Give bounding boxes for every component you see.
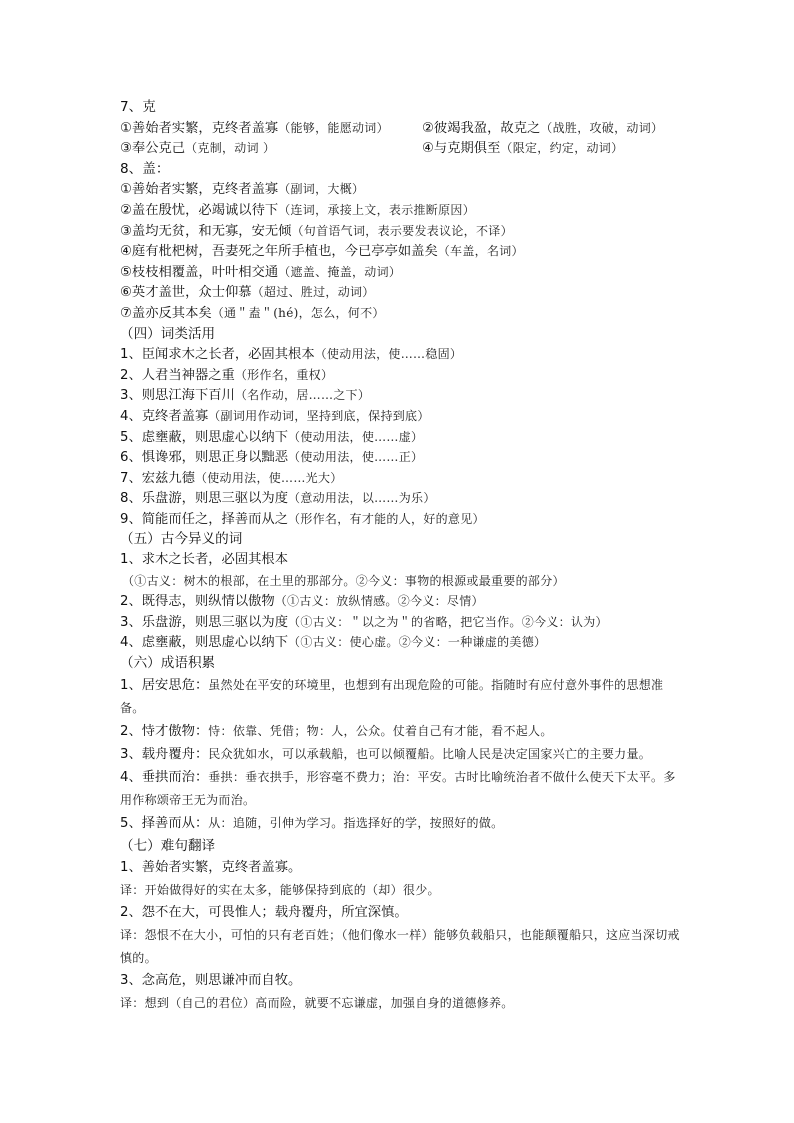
line-27 — [120, 653, 680, 674]
main-text: 4、虑壅蔽，则思虚心以纳下 — [120, 635, 289, 651]
annotation: 虽然处在平安的环境里，也想到有出现危险的可能。指随时有应付意外事件的思想准备。 — [120, 677, 664, 715]
main-text: ②彼竭我盈，故克之 — [422, 120, 541, 136]
line-22 — [120, 550, 680, 571]
translation-sentence — [120, 970, 680, 992]
section-heading: （七）难句翻译 — [120, 837, 216, 854]
line-4 — [120, 179, 680, 200]
annotation: （①古义：放纵情感。②今义：尽情） — [274, 594, 484, 609]
translation-text — [120, 879, 680, 902]
annotation: （意动用法，以……为乐） — [288, 491, 436, 506]
main-text: ③奉公克己 — [120, 141, 186, 157]
annotation: （形作名，重权） — [234, 367, 334, 382]
annotation: （通＂盍＂(hé)，怎么，何不） — [211, 305, 385, 320]
line-23 — [122, 571, 682, 592]
line-11 — [120, 324, 680, 345]
main-text: ④庭有枇杷树，吾妻死之年所手植也，今已亭亭如盖矣 — [120, 244, 438, 260]
main-text: 1、臣闻求木之长者，必固其根本 — [120, 347, 315, 363]
annotation: 垂拱：垂衣拱手，形容毫不费力；治：平安。古时比喻统治者不做什么使天下太平。多用作称颂帝王无为而治。 — [120, 769, 676, 807]
main-text: 9、简能而任之，择善而从之 — [120, 511, 289, 527]
main-text: ⑦盖亦反其本矣 — [120, 305, 212, 321]
main-text: 5、择善而从： — [120, 815, 209, 831]
annotation: （遮盖、掩盖，动词） — [278, 264, 402, 279]
line-1 — [120, 118, 680, 139]
main-text: 1、居安思危： — [120, 677, 209, 693]
annotation: （①古义：树木的根部，在土里的那部分。②今义：事物的根源或最重要的部分） — [122, 573, 565, 588]
annotation: （①古义：＂以之为＂的省略，把它当作。②今义：认为） — [288, 614, 608, 629]
line-25 — [120, 612, 680, 633]
annotation: （车盖，名词） — [437, 244, 524, 259]
annotation: （副词，大概） — [278, 182, 365, 197]
main-text: ④与克期俱至 — [422, 141, 501, 157]
main-text: 6、惧谗邪，则思正身以黜恶 — [120, 450, 289, 466]
idiom-item — [120, 766, 680, 812]
line-7 — [120, 241, 680, 262]
idiom-item — [120, 743, 680, 766]
annotation: （名作动，居……之下） — [234, 388, 371, 403]
line-19 — [120, 488, 680, 509]
translation-heading — [120, 835, 680, 857]
main-text: 3、则思江海下百川 — [120, 388, 235, 404]
annotation: （限定，约定，动词） — [500, 141, 624, 156]
line-9 — [120, 282, 680, 303]
line-14 — [120, 385, 680, 406]
translation-text — [120, 924, 680, 970]
line-15 — [120, 406, 680, 427]
annotation: 译：想到（自己的君位）高而险，就要不忘谦虚，加强自身的道德修养。 — [120, 995, 514, 1010]
line-3 — [120, 159, 680, 180]
annotation: （能够，能愿动词） — [278, 120, 389, 135]
line-20 — [120, 509, 680, 530]
annotation: （使动用法，使……光大） — [194, 470, 343, 485]
annotation: （连词，承接上文，表示推断原因） — [278, 202, 475, 217]
translation-text — [120, 992, 680, 1015]
line-13 — [120, 365, 680, 386]
line-6 — [120, 221, 680, 242]
translation-sentence — [120, 857, 680, 879]
section-heading: （五）古今异义的词 — [120, 531, 243, 548]
main-text: ⑥英才盖世，众士仰慕 — [120, 285, 252, 301]
heading: 7、克 — [120, 99, 156, 115]
annotation: （副词用作动词，坚持到底，保持到底） — [208, 408, 430, 423]
annotation: （使动用法，使……正） — [288, 450, 424, 465]
main-text: 3、乐盘游，则思三驱以为度 — [120, 614, 289, 630]
line-10 — [120, 303, 680, 324]
main-text: 3、念高危，则思谦冲而自牧。 — [120, 972, 302, 988]
annotation: 民众犹如水，可以承载船，也可以倾覆船。比喻人民是决定国家兴亡的主要力量。 — [208, 746, 652, 761]
main-text: ①善始者实繁，克终者盖寡 — [120, 182, 279, 198]
annotation: （使动用法，使……稳固） — [314, 347, 463, 362]
annotation: （形作名，有才能的人，好的意见） — [288, 511, 485, 526]
column-left — [120, 118, 422, 140]
main-text: 3、载舟覆舟： — [120, 746, 209, 762]
line-24 — [120, 591, 680, 612]
main-text: 5、虑壅蔽，则思虚心以纳下 — [120, 429, 289, 445]
line-18 — [120, 468, 680, 489]
main-text: 2、怨不在大，可畏惟人；载舟覆舟，所宜深慎。 — [120, 904, 408, 920]
annotation: 译：开始做得好的实在太多，能够保持到底的（却）很少。 — [120, 882, 440, 897]
line-0 — [120, 97, 680, 118]
main-text: ②盖在殷忧，必竭诚以待下 — [120, 202, 279, 218]
main-text: 2、既得志，则纵情以傲物 — [120, 594, 275, 610]
column-left — [120, 138, 422, 160]
line-21 — [120, 529, 680, 550]
main-text: 7、宏兹九德 — [120, 470, 195, 486]
main-text: ③盖均无贫，和无寡，安无倾 — [120, 223, 292, 239]
main-text: 4、垂拱而治： — [120, 769, 209, 785]
main-text: 8、乐盘游，则思三驱以为度 — [120, 491, 289, 507]
annotation: （超过、胜过，动词） — [251, 285, 375, 300]
translation-sentence — [120, 902, 680, 924]
heading: 8、盖： — [120, 160, 170, 177]
line-8 — [120, 262, 680, 283]
main-text: ⑤枝枝相覆盖，叶叶相交通 — [120, 264, 279, 280]
main-text: 4、克终者盖寡 — [120, 408, 209, 424]
annotation: 从：追随，引伸为学习。指选择好的学，按照好的做。 — [208, 815, 504, 830]
annotation: （句首语气词，表示要发表议论，不译） — [291, 223, 513, 238]
annotation: 译：怨恨不在大小，可怕的只有老百姓；（他们像水一样）能够负载船只，也能颠覆船只，这应当深切戒慎的。 — [120, 927, 680, 965]
line-17 — [120, 447, 680, 468]
line-5 — [120, 200, 680, 221]
section-heading: （六）成语积累 — [120, 655, 216, 672]
line-16 — [120, 427, 680, 448]
annotation: （战胜，攻破，动词） — [540, 120, 664, 135]
main-text: 2、人君当神器之重 — [120, 367, 235, 383]
annotation: （①古义：使心虚。②今义：一种谦虚的美德） — [288, 635, 547, 650]
line-2 — [120, 138, 680, 159]
column-right — [422, 121, 663, 136]
annotation: 恃：依靠、凭借；物：人，公众。仗着自己有才能，看不起人。 — [208, 723, 553, 738]
idiom-item — [120, 812, 680, 835]
section-heading: （四）词类活用 — [120, 325, 216, 342]
main-text: 1、求木之长者，必固其根本 — [120, 552, 289, 568]
annotation: （克制，动词 ） — [185, 141, 276, 156]
main-text: ①善始者实繁，克终者盖寡 — [120, 120, 279, 136]
idiom-item — [120, 720, 680, 743]
column-right — [422, 141, 623, 156]
idiom-item — [120, 674, 680, 720]
annotation: （使动用法，使……虚） — [288, 429, 424, 444]
main-text: 1、善始者实繁，克终者盖寡。 — [120, 859, 302, 875]
line-26 — [120, 632, 680, 653]
line-12 — [120, 344, 680, 365]
main-text: 2、恃才傲物： — [120, 723, 209, 739]
